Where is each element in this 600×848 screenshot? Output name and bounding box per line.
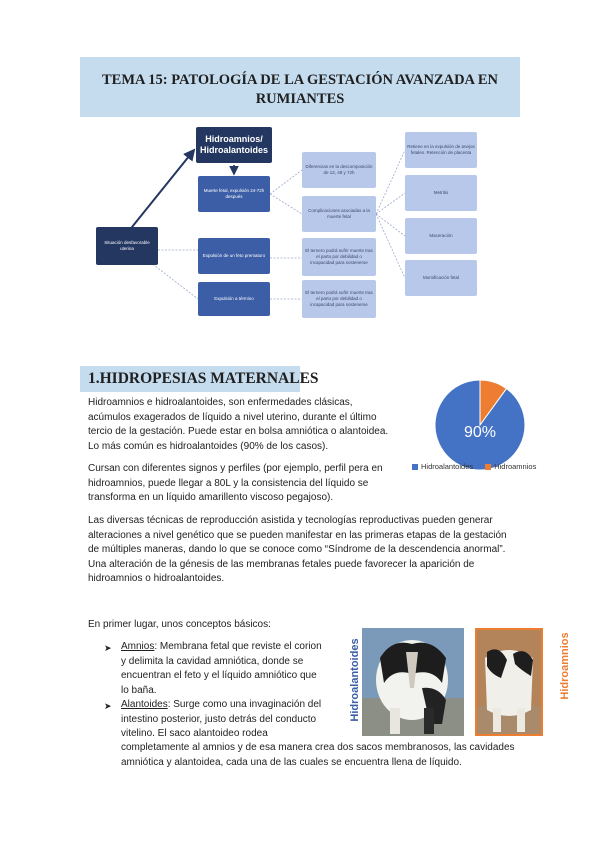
paragraph-3-line: alteraciones a nivel genético que se pueden manifestar en las primeras etapas de la gestación <box>88 529 507 541</box>
paragraph-3-line: Las diversas técnicas de reproducción asistida y tecnologías reproductivas pueden generar <box>88 515 493 526</box>
diagram-col3-box-2 <box>405 175 477 211</box>
bullet-amnios-line: y delimita la cavidad amniótica, donde se <box>121 655 304 667</box>
paragraph-1-line: Hidroamnios e hidroalantoides, son enfermedades clásicas, <box>88 397 353 408</box>
section-heading: 1.HIDROPESIAS MATERNALES <box>88 370 319 387</box>
diagram-col2-text-4: El ternero podrá sufrir muerte tras el parto por debilidad o incapacidad para sostenerse <box>305 290 373 307</box>
legend-label-hidroamnios: Hidroamnios <box>494 462 537 471</box>
bullet-alantoides-line <box>121 698 351 713</box>
diagram-main-box <box>196 127 272 163</box>
legend-swatch-hidroamnios <box>485 464 491 470</box>
bullet-alantoides-line: intestino posterior, justo detrás del conducto <box>121 713 317 725</box>
paragraph-3-line: Una alteración de la génesis de las membranas fetales puede favorecer la aparición de <box>88 558 475 570</box>
legend-swatch-hidroalantoides <box>412 464 418 470</box>
diagram-root-box <box>96 227 158 265</box>
pie-data-label: 90% <box>463 424 497 441</box>
diagram-col2-box-3 <box>302 238 376 276</box>
diagram-col2-text-2: Complicaciones asociadas a la muerte fetal <box>308 208 370 219</box>
diagram-connectors <box>0 0 600 360</box>
paragraph-2-line: hidroamnios, puede llegar a 80L y la consistencia del líquido se <box>88 477 369 489</box>
bullet-alantoides-line: amniótica y alantoidea, cada una de las cuales se encuentra llena de líquido. <box>121 756 462 768</box>
paragraph-4: En primer lugar, unos conceptos básicos: <box>88 619 271 630</box>
photo-label-hidroamnios: Hidroamnios <box>559 632 571 700</box>
paragraph-3-line: hidroamnios o hidroalantoides. <box>88 573 225 584</box>
paragraph-3-line: de múltiples maneras, dando lo que se conoce como “Síndrome de la descendencia anormal”. <box>88 544 506 555</box>
paragraph-2 <box>88 462 418 506</box>
bullet-arrow-icon: ➤ <box>104 701 112 711</box>
bullet-alantoides-definition: : Surge como una invaginación del <box>167 699 322 710</box>
diagram-col2-text-3: El ternero podrá sufrir muerte tras el parto por debilidad o incapacidad para sostenerse <box>305 248 373 265</box>
legend-label-hidroalantoides: Hidroalantoides <box>421 462 474 471</box>
cow-rear-illustration <box>477 630 541 734</box>
bullet-amnios-term: Amnios <box>121 641 155 652</box>
paragraph-2-line: Cursan con diferentes signos y perfiles (por ejemplo, perfil pera en <box>88 463 383 474</box>
photo-hidroamnios <box>475 628 543 736</box>
bullet-alantoides <box>121 698 351 742</box>
paragraph-1-line: acúmulos exagerados de líquido a nivel uterino, durante el último <box>88 411 377 423</box>
bullet-alantoides-term: Alantoides <box>121 699 168 710</box>
photo-label-hidroalantoides: Hidroalantoides <box>349 638 361 722</box>
diagram-col2-text-1: Diferencias en la descomposición de 12, 48 y 72h <box>305 164 373 175</box>
diagram-main-text: Hidroamnios/ Hidroalantoides <box>199 134 268 155</box>
bullet-amnios-definition: : Membrana fetal que reviste el corion <box>154 641 322 652</box>
paragraph-1 <box>88 396 418 454</box>
diagram-col3-box-4 <box>405 260 477 296</box>
diagram-col1-box-1 <box>198 176 270 212</box>
diagram-col1-text-1: Muerte fetal, expulsión 24-72h después <box>203 188 265 199</box>
bullet-alantoides-line: completamente al amnios y de esa manera crea dos sacos membranosos, las cavidades <box>121 742 515 753</box>
bullet-arrow-icon: ➤ <box>104 643 112 653</box>
page-title-line2: RUMIANTES <box>255 91 345 107</box>
diagram-col2-box-2 <box>302 196 376 232</box>
pie-legend <box>412 462 572 471</box>
diagram-col3-text-2: Metritis <box>433 190 449 195</box>
paragraph-1-line: Lo más común es hidroalantoides (90% de los casos). <box>88 440 329 452</box>
diagram-col3-text-1: Retiene en la expulsión de anejos fetales. Retención de placenta <box>407 144 475 155</box>
diagram-col2-box-1 <box>302 152 376 188</box>
page-title-line1: TEMA 15: PATOLOGÍA DE LA GESTACIÓN AVANZADA EN <box>101 72 499 88</box>
diagram-col3-box-3 <box>405 218 477 254</box>
photo-hidroalantoides <box>362 628 464 736</box>
bullet-amnios-line <box>121 640 351 655</box>
legend-item-hidroalantoides <box>412 462 473 471</box>
legend-item-hidroamnios <box>485 462 536 471</box>
diagram-col2-box-4 <box>302 280 376 318</box>
diagram-col1-text-2: Expulsión de un feto prematuro <box>202 253 266 258</box>
bullet-amnios-line: encuentran el feto y el líquido amniótico que <box>121 670 317 681</box>
bullet-amnios <box>121 640 351 698</box>
paragraph-3 <box>88 514 528 587</box>
cow-rear-illustration <box>362 628 464 736</box>
bullet-amnios-line: lo baña. <box>121 684 157 696</box>
diagram-col1-text-3: Expulsión a término <box>214 296 254 301</box>
bullet-alantoides-continued <box>121 741 541 770</box>
paragraph-2-line: transforma en un líquido amarillento viscoso pegajoso). <box>88 492 334 503</box>
paragraph-1-line: tercio de la gestación. Puede estar en bolsa amniótica o alantoidea. <box>88 426 389 437</box>
diagram-col3-text-4: Momificación fetal <box>422 275 459 280</box>
diagram-col1-box-3 <box>198 282 270 316</box>
bullet-alantoides-line: vitelino. El saco alantoideo rodea <box>121 728 268 739</box>
diagram-root-text: Situación desfavorable uterina <box>104 240 150 251</box>
diagram-col3-box-1 <box>405 132 477 168</box>
diagram-col3-text-3: Maceración <box>429 233 453 238</box>
diagram-col1-box-2 <box>198 238 270 274</box>
